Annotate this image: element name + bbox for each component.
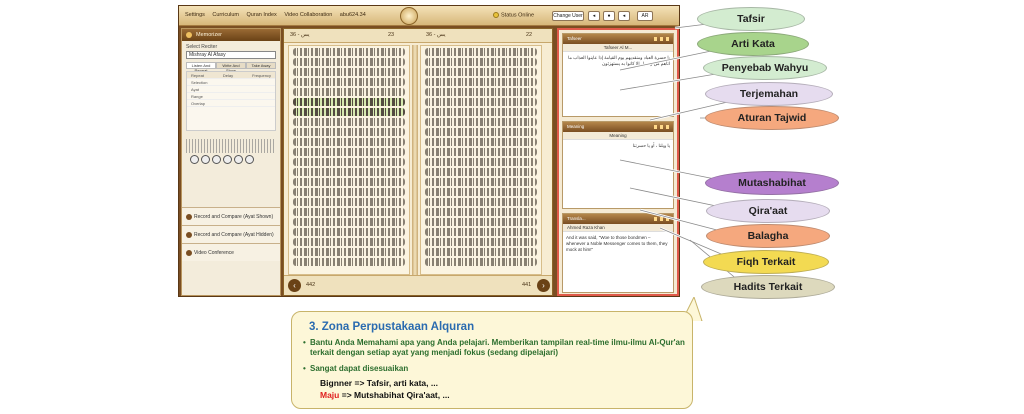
level-beginner xyxy=(320,378,438,388)
quran-text-line[interactable] xyxy=(293,68,405,76)
repeat-icon[interactable] xyxy=(190,155,199,164)
description-title: 3. Zona Perpustakaan Alquran xyxy=(309,321,475,333)
grid-row-overlap[interactable]: Overlap xyxy=(187,100,275,107)
repeat-grid xyxy=(186,71,276,131)
quran-text-line[interactable] xyxy=(293,58,405,66)
callout-fiqh-terkait xyxy=(703,250,829,274)
prev-page-button[interactable]: ‹ xyxy=(288,279,301,292)
callout-mutashabihat xyxy=(705,171,839,195)
section-record-shown[interactable]: Record and Compare (Ayat Shown) xyxy=(182,207,280,225)
app-crest-icon xyxy=(400,7,418,25)
quran-text-line[interactable] xyxy=(293,148,405,156)
description-bullet-2: • Sangat dapat disesuaikan xyxy=(310,364,685,374)
grid-row-range[interactable]: Range xyxy=(187,93,275,100)
quran-text-line[interactable] xyxy=(293,78,405,86)
quran-text-line[interactable] xyxy=(293,238,405,246)
tab-write-show[interactable]: Write And xyxy=(216,62,246,69)
quran-text-line[interactable] xyxy=(293,48,405,56)
quran-text-line[interactable] xyxy=(293,198,405,206)
callout-terjemahan-label: Terjemahan xyxy=(739,88,799,100)
menu-quran-index[interactable]: Quran Index xyxy=(246,12,277,18)
quran-text-line[interactable] xyxy=(425,158,537,166)
quran-text-line[interactable] xyxy=(425,208,537,216)
meaning-text: يا ويلنا ، أو يا حسرتنا xyxy=(632,143,670,148)
volume-icon[interactable]: ◂ xyxy=(618,11,630,21)
level-beginner-name: Bignner xyxy=(320,378,353,388)
tafseer-text: يا حسرة العباد ومنقديهم يوم القيامة إذا عاينوا العذاب ما أتاهم من رسول إلا كانوا به يستهزئون xyxy=(568,55,670,66)
left-surah-label: يس - 36 xyxy=(290,32,310,38)
menu-user[interactable]: abu624.34 xyxy=(339,12,366,18)
left-page-number: 23 xyxy=(388,32,395,38)
left-footer-page: 442 xyxy=(306,282,316,288)
quran-text-line[interactable] xyxy=(425,78,537,86)
memorizer-tabs xyxy=(186,62,276,69)
tafseer-tab[interactable]: Tafseer xyxy=(563,34,673,44)
quran-text-line[interactable] xyxy=(425,148,537,156)
quran-text-line[interactable] xyxy=(293,158,405,166)
quran-text-line[interactable] xyxy=(293,128,405,136)
grid-row-selection[interactable]: Selection xyxy=(187,79,275,86)
callout-hadits-terkait xyxy=(701,275,835,299)
next-page-button[interactable]: › xyxy=(537,279,550,292)
callout-mutashabihat-label: Mutashabihat xyxy=(738,177,806,189)
right-footer-page: 441 xyxy=(522,282,532,288)
quran-text-line[interactable] xyxy=(425,168,537,176)
callout-aturan-tajwid xyxy=(705,106,839,130)
reciter-label: Select Reciter xyxy=(186,44,218,50)
quran-text-line[interactable] xyxy=(425,228,537,236)
quran-text-line[interactable] xyxy=(425,88,537,96)
quran-book xyxy=(283,28,553,296)
next-icon[interactable] xyxy=(234,155,243,164)
top-bar xyxy=(179,6,679,26)
left-page[interactable] xyxy=(288,45,410,275)
player-controls xyxy=(190,155,272,164)
memorizer-panel xyxy=(181,28,281,296)
audio-waveform xyxy=(186,139,276,153)
right-page[interactable] xyxy=(420,45,542,275)
mic-icon[interactable]: ● xyxy=(603,11,615,21)
quran-text-line[interactable] xyxy=(293,118,405,126)
callout-fiqh-terkait-label: Fiqh Terkait xyxy=(736,256,796,268)
quran-text-line[interactable] xyxy=(425,198,537,206)
grid-header xyxy=(187,72,275,79)
status-indicator xyxy=(493,12,534,18)
quran-text-line[interactable] xyxy=(293,178,405,186)
callout-balagha xyxy=(706,224,830,248)
menu-curriculum[interactable]: Curriculum xyxy=(212,12,239,18)
level-beginner-value: => Tafsir, arti kata, ... xyxy=(352,378,438,388)
callout-arti-kata xyxy=(697,32,809,56)
callout-balagha-label: Balagha xyxy=(747,230,789,242)
callout-hadits-terkait-label: Hadits Terkait xyxy=(733,281,803,293)
quran-text-line[interactable] xyxy=(293,138,405,146)
callout-tafsir-label: Tafsir xyxy=(737,13,765,25)
quran-text-line[interactable] xyxy=(293,208,405,216)
quran-text-line[interactable] xyxy=(293,98,405,106)
description-box xyxy=(291,311,693,409)
quran-text-line[interactable] xyxy=(293,168,405,176)
language-button[interactable]: AR xyxy=(637,11,653,21)
quran-text-line[interactable] xyxy=(425,118,537,126)
right-surah-label: يس - 36 xyxy=(426,32,446,38)
menu-settings[interactable]: Settings xyxy=(185,12,205,18)
tab-take-away[interactable]: Take Away xyxy=(246,62,276,69)
quran-text-line[interactable] xyxy=(425,258,537,266)
tafseer-panel xyxy=(562,33,674,117)
quran-text-line[interactable] xyxy=(425,188,537,196)
tab-listen-repeat[interactable]: Listen And xyxy=(186,62,216,69)
quran-app-window xyxy=(178,5,680,297)
grid-header-frequency: Frequency xyxy=(252,73,271,78)
forward-icon[interactable] xyxy=(245,155,254,164)
quran-text-line[interactable] xyxy=(425,98,537,106)
quran-text-line[interactable] xyxy=(425,68,537,76)
prev-icon[interactable] xyxy=(212,155,221,164)
callout-tafsir xyxy=(697,7,805,31)
meaning-title: Meaning xyxy=(563,132,673,140)
book-spine xyxy=(412,45,418,275)
callout-arti-kata-label: Arti Kata xyxy=(731,38,775,50)
grid-header-delay: Delay xyxy=(222,73,234,78)
quran-text-line[interactable] xyxy=(293,258,405,266)
memorizer-title: Memorizer xyxy=(182,29,280,41)
level-advanced-value: => Mutshabihat Qira'aat, ... xyxy=(339,390,450,400)
reciter-select[interactable]: Mishray Al Afasy xyxy=(186,51,276,59)
quran-text-line[interactable] xyxy=(425,248,537,256)
description-bullet-1: • Bantu Anda Memahami apa yang Anda pelajari. Memberikan tampilan real-time ilmu-ilmu Al-Qur'an terkait dengan setiap ayat yang menjadi fokus (sedang dipelajari) xyxy=(310,338,685,358)
book-footer xyxy=(284,275,552,295)
grid-header-repeat: Repeat xyxy=(191,73,204,78)
quran-text-line[interactable] xyxy=(425,48,537,56)
mute-icon[interactable]: ◂ xyxy=(588,11,600,21)
section-video-conference[interactable]: Video Conference xyxy=(182,243,280,261)
quran-text-line[interactable] xyxy=(425,58,537,66)
quran-text-line[interactable] xyxy=(425,218,537,226)
callout-penyebab-wahyu-label: Penyebab Wahyu xyxy=(721,62,809,74)
right-page-number: 22 xyxy=(526,32,533,38)
change-user-button[interactable]: Change User xyxy=(553,13,583,19)
translation-source[interactable]: Ahmed Raza Khan xyxy=(563,224,673,232)
quran-text-line[interactable] xyxy=(425,238,537,246)
quran-text-line[interactable] xyxy=(293,228,405,236)
play-icon[interactable] xyxy=(223,155,232,164)
rewind-icon[interactable] xyxy=(201,155,210,164)
callout-terjemahan xyxy=(705,82,833,106)
callout-qiraat-label: Qira'aat xyxy=(748,205,788,217)
quran-text-line[interactable] xyxy=(293,218,405,226)
book-header xyxy=(284,29,552,43)
meaning-panel xyxy=(562,121,674,209)
quran-text-line[interactable] xyxy=(293,88,405,96)
level-advanced xyxy=(320,390,450,400)
status-icon xyxy=(493,12,499,18)
top-menu xyxy=(185,12,372,18)
tafseer-source[interactable]: Tafseer Al M... xyxy=(563,44,673,52)
callout-penyebab-wahyu xyxy=(703,56,827,80)
quran-text-line[interactable] xyxy=(425,108,537,116)
quran-text-line[interactable] xyxy=(425,178,537,186)
translation-panel xyxy=(562,213,674,293)
library-zone xyxy=(557,28,679,296)
status-label: Status Online xyxy=(501,12,535,19)
callout-aturan-tajwid-label: Aturan Tajwid xyxy=(737,112,807,124)
quran-text-line[interactable] xyxy=(293,248,405,256)
menu-video-collaboration[interactable]: Video Collaboration xyxy=(284,12,333,18)
grid-row-ayat[interactable]: Ayat xyxy=(187,86,275,93)
meaning-tab[interactable]: Meaning xyxy=(563,122,673,132)
section-record-hidden[interactable]: Record and Compare (Ayat Hidden) xyxy=(182,225,280,243)
quran-text-line[interactable] xyxy=(425,138,537,146)
level-advanced-name: Maju xyxy=(320,390,340,400)
callout-qiraat xyxy=(706,199,830,223)
quran-text-line[interactable] xyxy=(293,108,405,116)
quran-text-line[interactable] xyxy=(293,188,405,196)
translation-text: And it was said, "Woe to those bondmen – whenever a Noble Messenger comes to them, they mock at him!" xyxy=(566,235,668,252)
quran-text-line[interactable] xyxy=(425,128,537,136)
translation-tab[interactable]: Transla... xyxy=(563,214,673,224)
